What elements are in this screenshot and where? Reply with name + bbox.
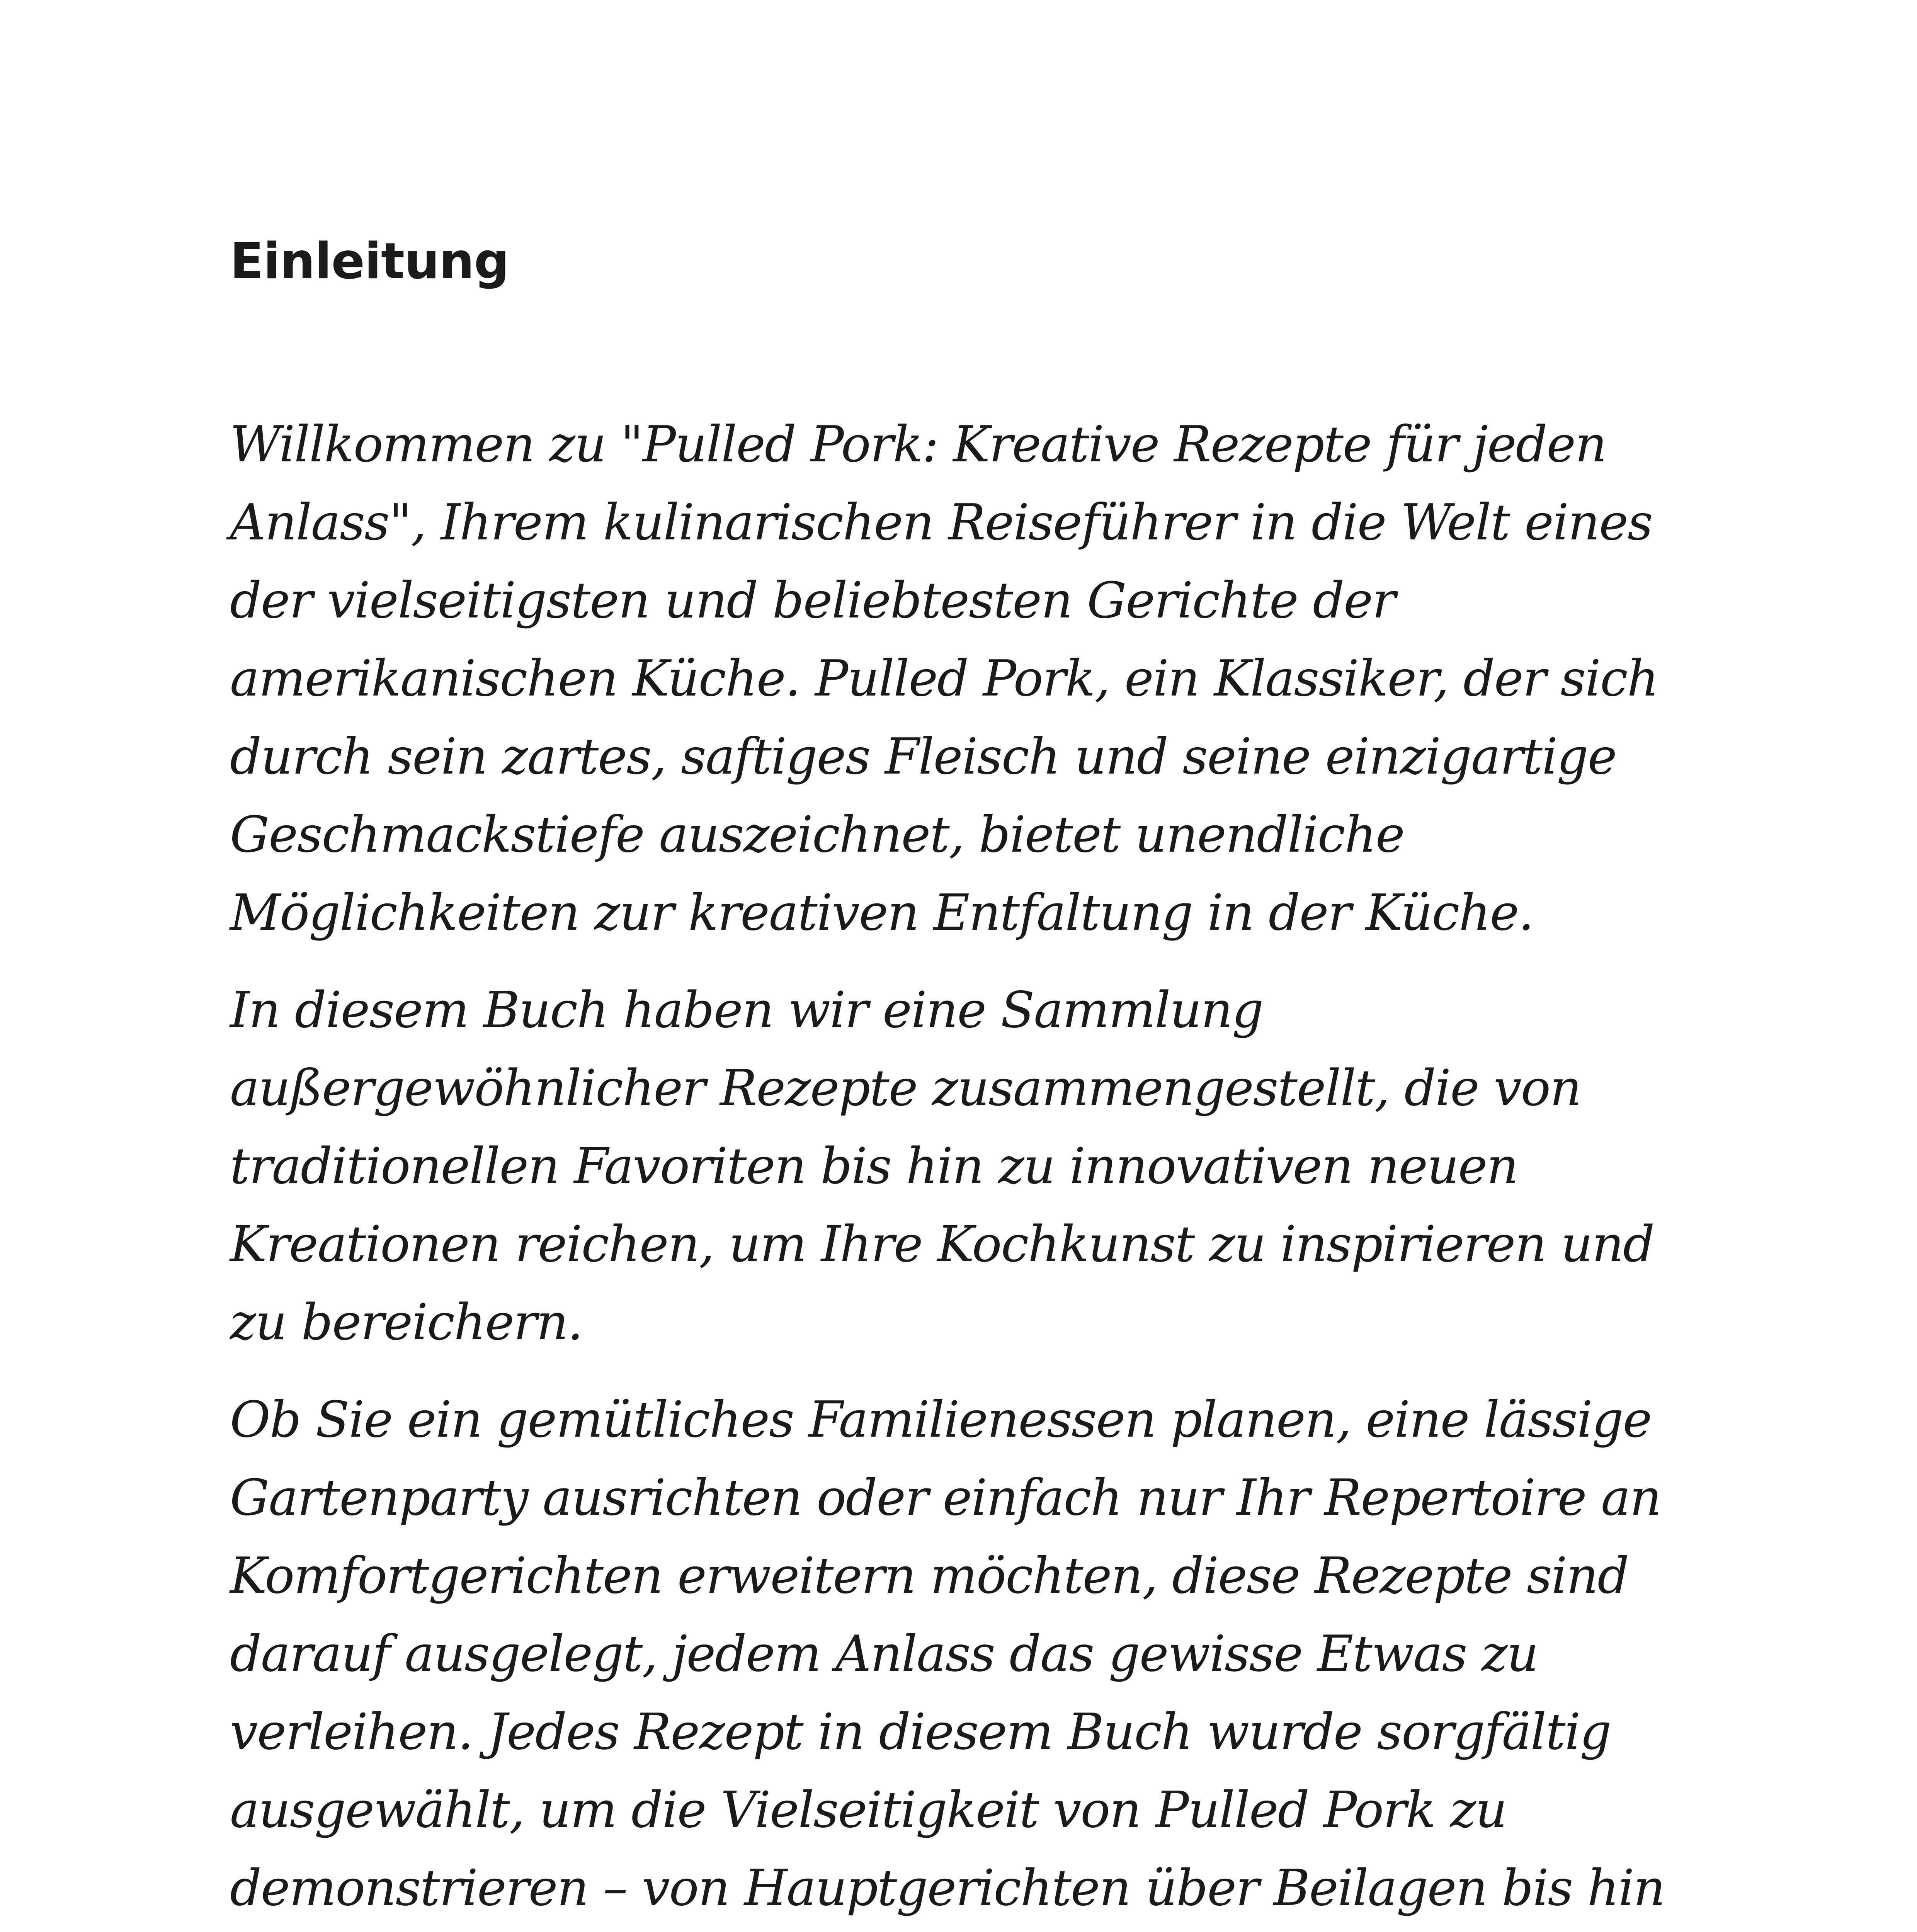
paragraph-intro: Willkommen zu "Pulled Pork: Kreative Rezepte für jeden Anlass", Ihrem kulinarischen Reiseführer in die Welt eines der vielseitigsten und beliebtesten Gerichte der amerikanischen Küche. Pulled Pork, ein Klassiker, der sich durch sein zartes, saftiges Fleisch und seine einzigartige Geschmackstiefe auszeichnet, bietet unendliche Möglichkeiten zur kreativen Entfaltung in der Küche. [230, 416, 1658, 942]
paragraph-collection: In diesem Buch haben wir eine Sammlung außergewöhnlicher Rezepte zusammengestellt, die von traditionellen Favoriten bis hin zu innovativen neuen Kreationen reichen, um Ihre Kochkunst zu inspirieren und zu bereichern. [230, 981, 1654, 1351]
body-text [230, 406, 1721, 1932]
chapter-heading: Einleitung [230, 233, 509, 290]
paragraph-occasions: Ob Sie ein gemütliches Familienessen planen, eine lässige Gartenparty ausrichten oder einfach nur Ihr Repertoire an Komfortgerichten erweitern möchten, diese Rezepte sind darauf ausgelegt, jedem Anlass das gewisse Etwas zu verleihen. Jedes Rezept in diesem Buch wurde sorgfältig ausgewählt, um die Vielseitigkeit von Pulled Pork zu demonstrieren – von Hauptgerichten über Beilagen bis hin [230, 1391, 1665, 1917]
